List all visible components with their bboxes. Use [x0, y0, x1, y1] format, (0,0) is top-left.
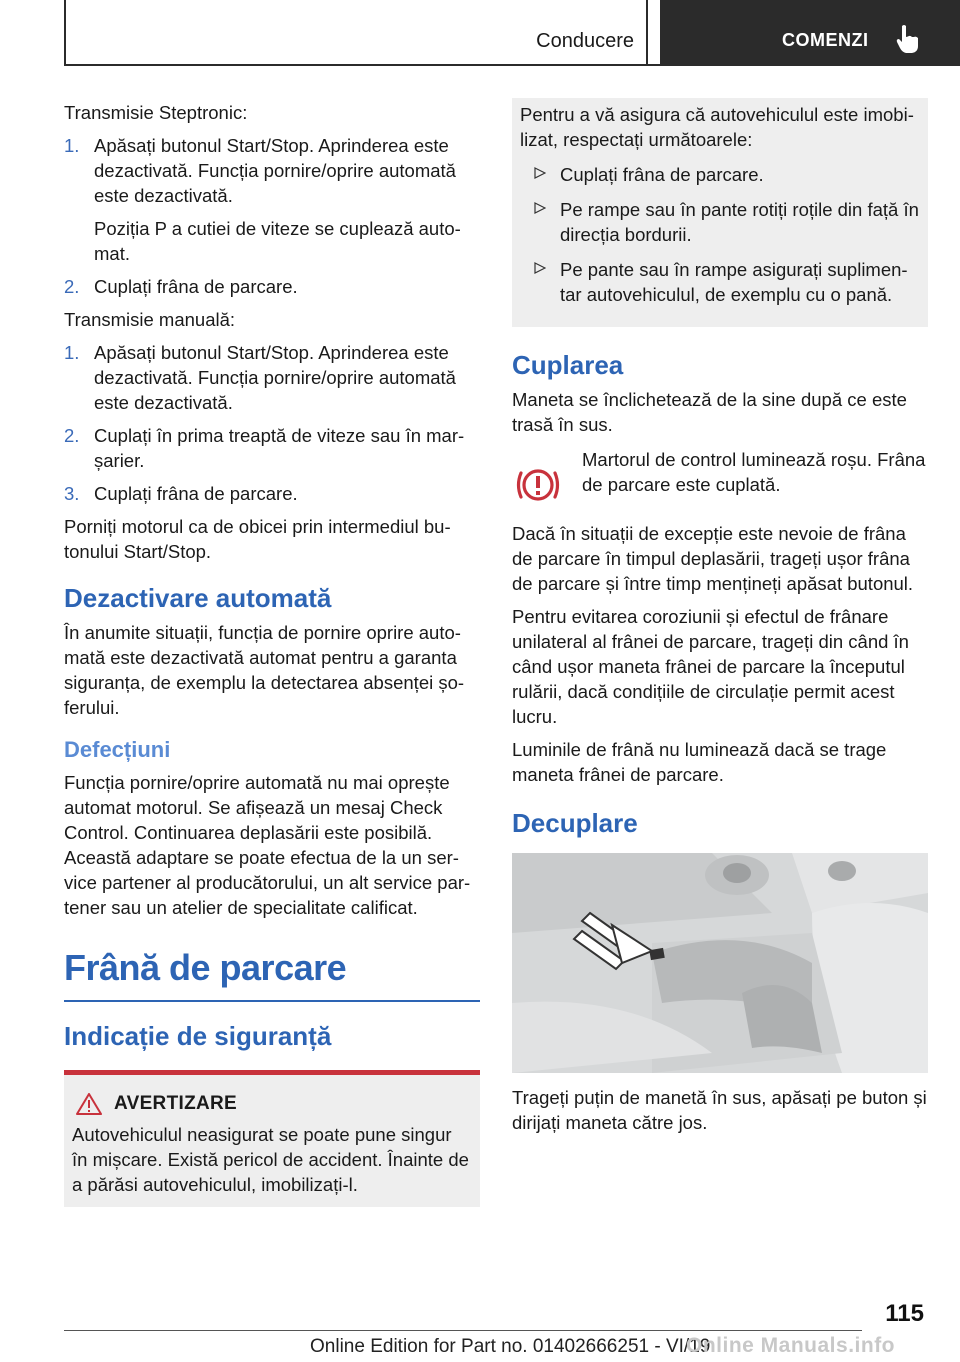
defects-text: Funcția pornire/oprire automată nu mai oprește automat motorul. Se afișează un mesaj Check Control. Continuarea deplasării este posibilă. Această adaptare se poate efectua de la un ser-vice partener al producătorului, un alt service par-tener sau un atelier de specialitate calificat. — [64, 772, 471, 918]
secure-vehicle-box — [512, 98, 928, 327]
list-item — [64, 481, 480, 506]
restart-text: Porniți motorul ca de obicei prin intermediul bu-tonului Start/Stop. — [64, 516, 451, 562]
edition-text: Online Edition for Part no. 01402666251 - VI/19 — [310, 1336, 711, 1357]
footer-rule — [64, 1330, 862, 1331]
parking-brake-warning-icon — [514, 461, 562, 509]
step-text: Apăsați butonul Start/Stop. Aprinderea este dezactivată. Funcția pornire/oprire automată este dezactivată. — [94, 135, 456, 206]
secure-intro: Pentru a vă asigura că autovehiculul este imobi-lizat, respectați următoarele: — [520, 104, 914, 150]
release-heading: Decuplare — [512, 808, 638, 838]
secure-list — [520, 162, 920, 307]
page-number: 115 — [885, 1300, 924, 1327]
step-text: Cuplați frâna de parcare. — [94, 483, 298, 504]
list-item — [64, 423, 480, 473]
brake-lights-text: Luminile de frână nu luminează dacă se trage maneta frânei de parcare. — [512, 739, 887, 785]
header-chapter-box — [660, 0, 960, 64]
warning-box — [64, 1070, 480, 1207]
step-number: 2. — [64, 425, 80, 446]
section-title: Conducere — [536, 30, 634, 52]
right-column — [512, 100, 928, 1143]
list-item-text: Pe rampe sau în pante rotiți roțile din față în direcția bordurii. — [560, 199, 919, 245]
warning-header — [76, 1091, 472, 1116]
safety-heading: Indicație de siguranță — [64, 1021, 332, 1051]
list-item — [64, 340, 480, 415]
lever-illustration — [512, 853, 928, 1073]
step-number: 2. — [64, 276, 80, 297]
indicator-text: Martorul de control luminează roșu. Frâna de parcare este cuplată. — [582, 449, 926, 495]
corrosion-text: Pentru evitarea coroziunii și efectul de frânare unilateral al frânei de parcare, trageți din când în când ușor maneta frânei de parcare la începutul rulării, dacă condițiile de circulație permit acest lucru. — [512, 606, 909, 727]
list-item — [520, 197, 920, 247]
auto-deactivation-heading: Dezactivare automată — [64, 583, 332, 613]
step-text: Cuplați în prima treaptă de viteze sau în mar-șarier. — [94, 425, 465, 471]
step-text: Apăsați butonul Start/Stop. Aprinderea este dezactivată. Funcția pornire/oprire automată este dezactivată. — [94, 342, 456, 413]
defects-heading: Defecțiuni — [64, 737, 171, 762]
left-column — [64, 100, 480, 1207]
step-number: 3. — [64, 483, 80, 504]
header-rule — [64, 64, 960, 66]
steptronic-label: Transmisie Steptronic: — [64, 102, 248, 123]
steptronic-steps — [64, 133, 480, 299]
indicator-block — [512, 447, 928, 509]
warning-triangle-icon — [76, 1093, 102, 1115]
parking-brake-lever-image — [512, 853, 928, 1073]
list-item — [520, 162, 920, 187]
step-number: 1. — [64, 135, 80, 156]
list-item — [64, 274, 480, 299]
manual-steps — [64, 340, 480, 506]
step-text: Cuplați frâna de parcare. — [94, 276, 298, 297]
manual-label: Transmisie manuală: — [64, 309, 236, 330]
warning-text: Autovehiculul neasigurat se poate pune singur în mișcare. Există pericol de accident. Înainte de a părăsi autovehiculul, imobilizați-l. — [72, 1124, 469, 1195]
triangle-bullet-icon — [534, 262, 546, 274]
engage-heading: Cuplarea — [512, 350, 624, 380]
hand-pointer-icon — [894, 24, 922, 54]
list-item — [64, 133, 480, 208]
list-item-text: Cuplați frâna de parcare. — [560, 164, 764, 185]
list-item-text: Pe pante sau în rampe asigurați suplimen-tar autovehiculul, de exemplu cu o pană. — [560, 259, 908, 305]
parking-brake-heading: Frână de parcare — [64, 946, 480, 1002]
step-number: 1. — [64, 342, 80, 363]
release-caption: Trageți puțin de manetă în sus, apăsați pe buton și dirijați maneta către jos. — [512, 1087, 927, 1133]
engage-text: Maneta se înclichetează de la sine după ce este trasă în sus. — [512, 389, 907, 435]
header-section-box — [64, 0, 648, 64]
list-item — [520, 257, 920, 307]
chapter-label: COMENZI — [782, 30, 869, 50]
warning-title: AVERTIZARE — [114, 1093, 237, 1114]
triangle-bullet-icon — [534, 167, 546, 179]
auto-deactivation-text: În anumite situații, funcția de pornire oprire auto-mată este dezactivată automat pentru a garanta siguranța, de exemplu la detectarea absenței șo-ferului. — [64, 622, 465, 718]
triangle-bullet-icon — [534, 202, 546, 214]
step-note: Poziția P a cutiei de viteze se cuplează auto-mat. — [94, 218, 461, 264]
exception-text: Dacă în situații de excepție este nevoie de frâna de parcare în timpul deplasării, trageți ușor frâna de parcare și între timp mențineți apăsat butonul. — [512, 523, 914, 594]
watermark-text: Online Manuals.info — [686, 1334, 896, 1357]
